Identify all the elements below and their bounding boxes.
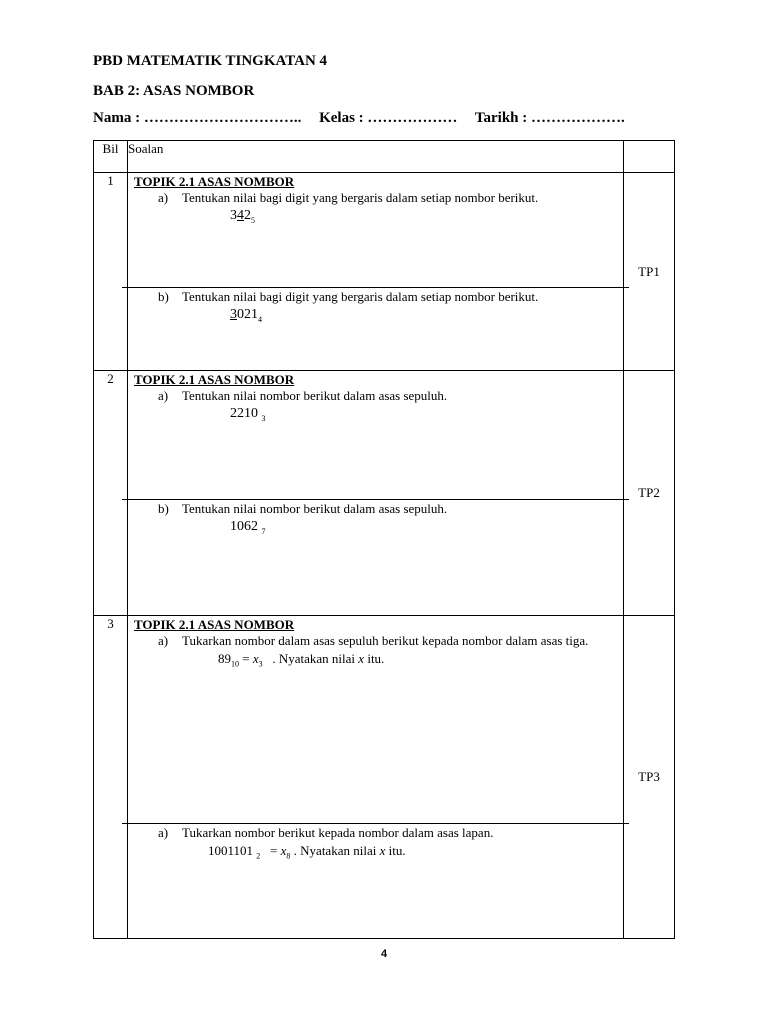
kelas-field: Kelas : ……………… — [319, 110, 458, 126]
number-expression: $3021_4$ — [230, 307, 262, 324]
question-number: 3 — [94, 616, 128, 939]
number-expression: 1062 $_7$ — [230, 519, 266, 536]
question-part-a: a) Tentukan nilai nombor berikut dalam asas sepuluh. — [158, 388, 448, 403]
topic-heading: TOPIK 2.1 ASAS NOMBOR — [134, 372, 295, 387]
header-soalan: Soalan — [128, 141, 624, 173]
tp-level: TP2 — [624, 371, 675, 616]
number-expression: $342_5$ — [230, 208, 255, 225]
question-part-a: a) Tentukan nilai bagi digit yang bergaris dalam setiap nombor berikut. — [158, 190, 539, 205]
question-part-a: a) Tukarkan nombor dalam asas sepuluh berikut kepada nombor dalam asas tiga. — [158, 633, 589, 648]
header-tp — [624, 141, 675, 173]
question-part-b: b) Tentukan nilai nombor berikut dalam asas sepuluh. — [158, 501, 448, 516]
conversion-expression: 1001101 $_2$ = $x_8$ . Nyatakan nilai x itu. — [208, 843, 406, 861]
question-part-b: a) Tukarkan nombor berikut kepada nombor dalam asas lapan. — [158, 825, 494, 840]
question-cell — [128, 371, 624, 616]
table-row — [94, 173, 675, 371]
table-row — [94, 616, 675, 939]
question-part-b: b) Tentukan nilai bagi digit yang bergaris dalam setiap nombor berikut. — [158, 289, 539, 304]
question-number: 2 — [94, 371, 128, 616]
table-row — [94, 371, 675, 616]
chapter-title: BAB 2: ASAS NOMBOR — [93, 83, 255, 99]
question-cell — [128, 173, 624, 371]
page-number: 4 — [380, 948, 388, 960]
header-bil: Bil — [94, 141, 128, 173]
topic-heading: TOPIK 2.1 ASAS NOMBOR — [134, 617, 295, 632]
topic-heading: TOPIK 2.1 ASAS NOMBOR — [134, 174, 295, 189]
tp-level: TP1 — [624, 173, 675, 371]
tarikh-field: Tarikh : ………………. — [474, 110, 625, 126]
nama-field: Nama : ………………………….. — [93, 110, 302, 126]
question-number: 1 — [94, 173, 128, 371]
question-table — [93, 140, 675, 939]
tp-level: TP3 — [624, 616, 675, 939]
table-header-row — [94, 141, 675, 173]
number-expression: 2210 $_3$ — [230, 406, 266, 423]
conversion-expression: $89_{10} = x_3$ . Nyatakan nilai x itu. — [218, 651, 385, 669]
question-cell — [128, 616, 624, 939]
worksheet-title: PBD MATEMATIK TINGKATAN 4 — [93, 53, 328, 69]
student-info-line — [93, 110, 639, 127]
